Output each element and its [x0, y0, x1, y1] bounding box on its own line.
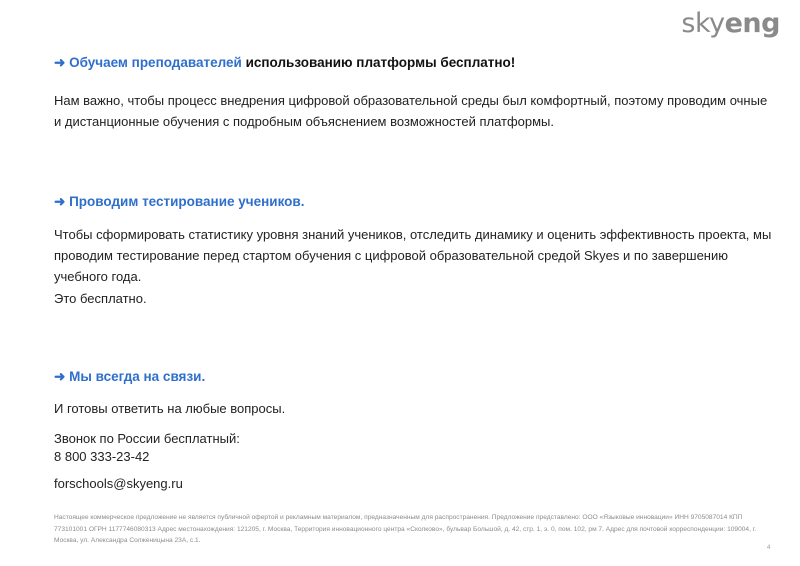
legal-footer: Настоящее коммерческое предложение не является публичной офертой и рекламным материалом, предназначенным для распространения. Предложение представлено: ООО «Языковые инновации» ИНН 9705087014 КПП 773101001 ОГРН 1177746080313 Адрес местонахождения: 121205, г. Москва, Территория инновационного центра «Сколково», бульвар Большой, д. 42, стр. 1, э. 0, пом. 102, рм 7. Адрес для почтовой корреспонденции: 109004, г. Москва, ул. Александра Солженицына 23А, с.1. [54, 514, 757, 544]
section-heading-teacher-training [54, 55, 515, 71]
paragraph-student-testing: Чтобы сформировать статистику уровня знаний учеников, отследить динамику и оценить эффективность проекта, мы проводим тестирование перед стартом обучения с цифровой образовательной средой Skyes и по завершению учебного года. [54, 227, 772, 284]
phone-label: Звонок по России бесплатный: [54, 431, 240, 446]
skyeng-logo [681, 8, 780, 39]
section-heading-student-testing [54, 194, 304, 210]
paragraph-free-note: Это бесплатно. [54, 291, 147, 306]
arrow-right-icon: ➜ [54, 55, 66, 70]
phone-number[interactable]: 8 800 333-23-42 [54, 449, 150, 464]
heading-highlight: Проводим тестирование учеников. [69, 194, 305, 209]
arrow-right-icon: ➜ [54, 369, 66, 384]
section-heading-contact [54, 369, 205, 385]
heading-highlight: Мы всегда на связи. [69, 369, 206, 384]
paragraph-ready-to-answer: И готовы ответить на любые вопросы. [54, 401, 286, 416]
logo-part-eng: eng [724, 8, 780, 39]
paragraph-teacher-training: Нам важно, чтобы процесс внедрения цифровой образовательной среды был комфортный, поэтому проводим очные и дистанционные обучения с подробным объяснением возможностей платформы. [54, 93, 768, 129]
heading-highlight: Обучаем преподавателей [69, 55, 242, 70]
page-number: 4 [767, 545, 771, 551]
heading-rest: использованию платформы бесплатно! [241, 55, 516, 70]
logo-part-sky: sky [681, 8, 725, 39]
email-link[interactable]: forschools@skyeng.ru [54, 476, 183, 491]
arrow-right-icon: ➜ [54, 194, 66, 209]
